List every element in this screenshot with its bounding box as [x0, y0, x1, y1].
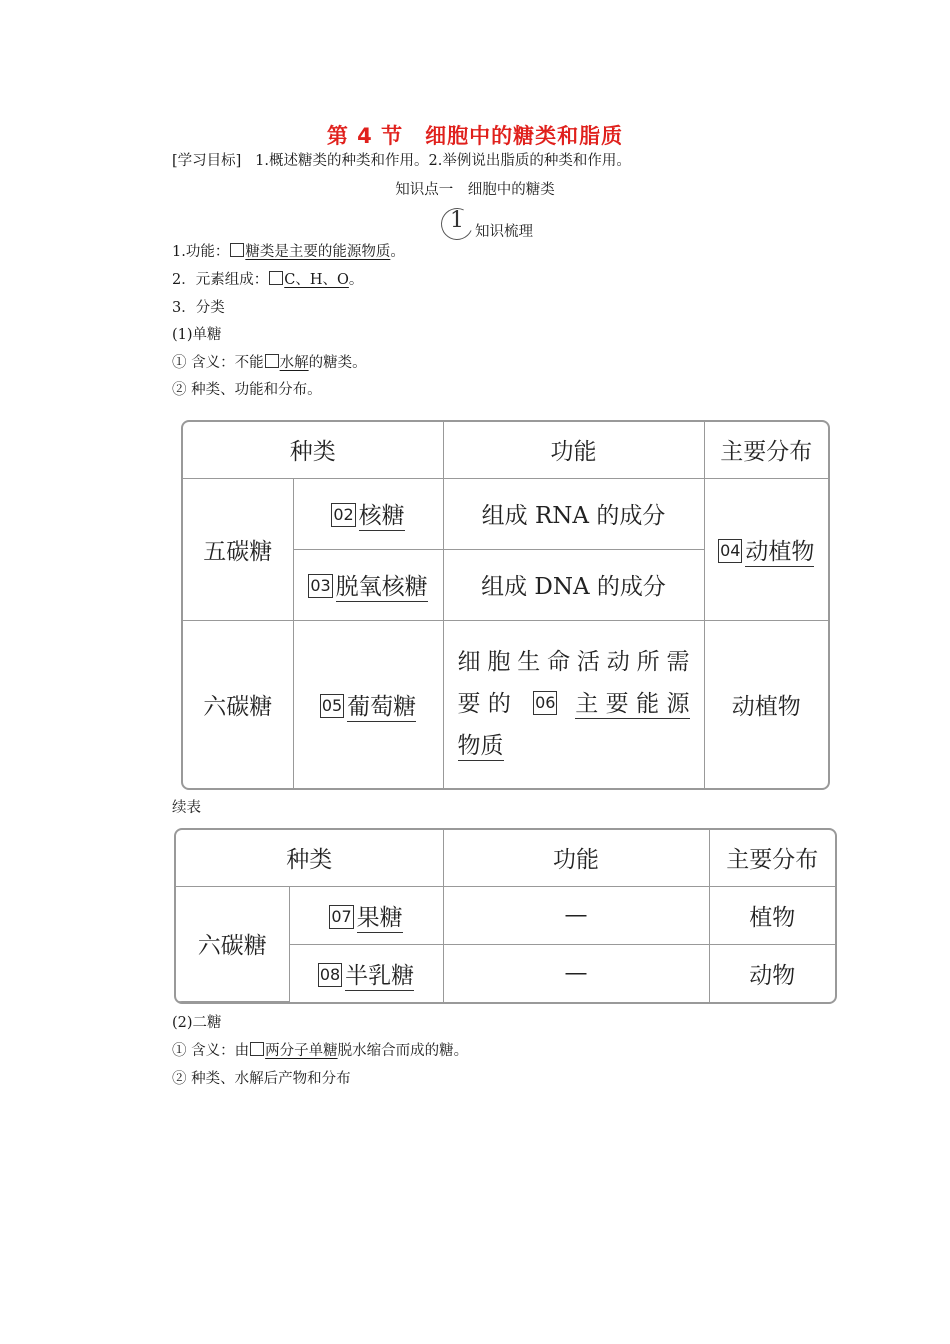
header-kind: 种类 — [183, 422, 443, 478]
table-row — [183, 620, 828, 788]
table-header-row — [176, 830, 835, 886]
blank-number: 05 — [320, 694, 344, 718]
header-kind: 种类 — [176, 830, 443, 886]
fructose-function: — — [443, 886, 709, 944]
fructose-cell — [289, 886, 443, 944]
function-line — [172, 242, 405, 262]
mono-def-suffix: 的糖类。 — [308, 355, 367, 371]
glucose-func-line3 — [458, 725, 690, 767]
blank-number: 04 — [718, 539, 742, 563]
answer-box-icon — [250, 1042, 264, 1056]
glucose-cell — [293, 620, 443, 788]
elements-prefix: 2．元素组成： — [172, 272, 269, 288]
fructose-answer: 果糖 — [356, 904, 403, 931]
deoxyribose-answer: 脱氧核糖 — [335, 574, 428, 600]
glucose-distribution: 动植物 — [704, 620, 828, 788]
galactose-answer: 半乳糖 — [345, 962, 415, 989]
knowledge-point-heading: 知识点一 细胞中的糖类 — [395, 182, 555, 198]
section-number: 第 4 节 — [326, 124, 404, 148]
ribose-cell — [293, 478, 443, 549]
deoxyribose-cell — [293, 549, 443, 620]
table-header-row — [183, 422, 828, 478]
blank-number: 08 — [318, 963, 342, 987]
blank-number: 03 — [308, 574, 332, 598]
glucose-func-answer-cont: 物质 — [457, 733, 504, 760]
hexose-cell: 六碳糖 — [183, 620, 293, 788]
disaccharide-definition — [172, 1041, 468, 1061]
header-function: 功能 — [443, 422, 704, 478]
disaccharide-heading: (2)二糖 — [172, 1015, 222, 1031]
badge-label: 知识梳理 — [475, 224, 533, 240]
monosaccharide-heading: (1)单糖 — [172, 327, 222, 343]
disaccharide-def-prefix: ① 含义：由 — [172, 1043, 250, 1059]
elements-answer: C、H、O — [284, 272, 349, 288]
blank-number: 07 — [329, 905, 353, 929]
monosaccharide-table — [181, 420, 830, 790]
monosaccharide-kinds: ② 种类、功能和分布。 — [172, 382, 322, 398]
function-answer: 糖类是主要的能源物质 — [245, 244, 391, 260]
answer-box-icon — [269, 271, 283, 285]
disaccharide-def-suffix: 脱水缩合而成的糖。 — [337, 1043, 469, 1059]
galactose-distribution: 动物 — [709, 944, 835, 1002]
disaccharide-kinds: ② 种类、水解后产物和分布 — [172, 1071, 351, 1087]
deoxyribose-function: 组成 DNA 的成分 — [443, 549, 704, 620]
header-distribution: 主要分布 — [704, 422, 828, 478]
classification-heading: 3．分类 — [172, 300, 225, 316]
blank-number: 02 — [331, 503, 355, 527]
mono-def-prefix: ① 含义：不能 — [172, 355, 264, 371]
objectives-text: 1.概述糖类的种类和作用。2.举例说出脂质的种类和作用。 — [255, 153, 631, 169]
continued-table — [174, 828, 837, 1004]
blank-number: 06 — [533, 691, 557, 715]
elements-line — [172, 270, 363, 290]
glucose-func-line2 — [458, 683, 690, 725]
pentose-distribution-answer: 动植物 — [745, 538, 815, 565]
pentose-cell: 五碳糖 — [183, 478, 293, 620]
header-function: 功能 — [443, 830, 709, 886]
answer-box-icon — [230, 243, 244, 257]
glucose-func-pre: 要的 — [457, 691, 519, 718]
answer-box-icon — [265, 354, 279, 368]
function-prefix: 1.功能： — [172, 244, 230, 260]
section-name: 细胞中的糖类和脂质 — [425, 124, 624, 148]
mono-def-answer: 水解 — [279, 355, 309, 371]
header-distribution: 主要分布 — [709, 830, 835, 886]
disaccharide-def-answer: 两分子单糖 — [265, 1043, 338, 1059]
badge-number: 1 — [450, 208, 464, 233]
elements-suffix: 。 — [348, 272, 364, 288]
function-suffix: 。 — [390, 244, 405, 260]
ribose-answer: 核糖 — [358, 503, 405, 529]
glucose-func-line1: 细胞生命活动所需 — [457, 649, 690, 676]
ribose-function: 组成 RNA 的成分 — [443, 478, 704, 549]
table-row — [176, 886, 835, 944]
page-title — [0, 120, 950, 150]
galactose-function: — — [443, 944, 709, 1002]
table-row — [183, 478, 828, 549]
galactose-cell — [289, 944, 443, 1002]
objectives-label: [学习目标] — [172, 153, 242, 169]
fructose-distribution: 植物 — [709, 886, 835, 944]
glucose-func-answer: 主要能源 — [575, 691, 690, 718]
glucose-function — [443, 620, 704, 788]
continued-label: 续表 — [172, 800, 201, 816]
glucose-answer: 葡萄糖 — [347, 693, 417, 720]
pentose-distribution-cell — [704, 478, 828, 620]
monosaccharide-definition — [172, 353, 367, 373]
hexose-cell: 六碳糖 — [176, 886, 289, 1002]
learning-objectives — [172, 151, 631, 171]
